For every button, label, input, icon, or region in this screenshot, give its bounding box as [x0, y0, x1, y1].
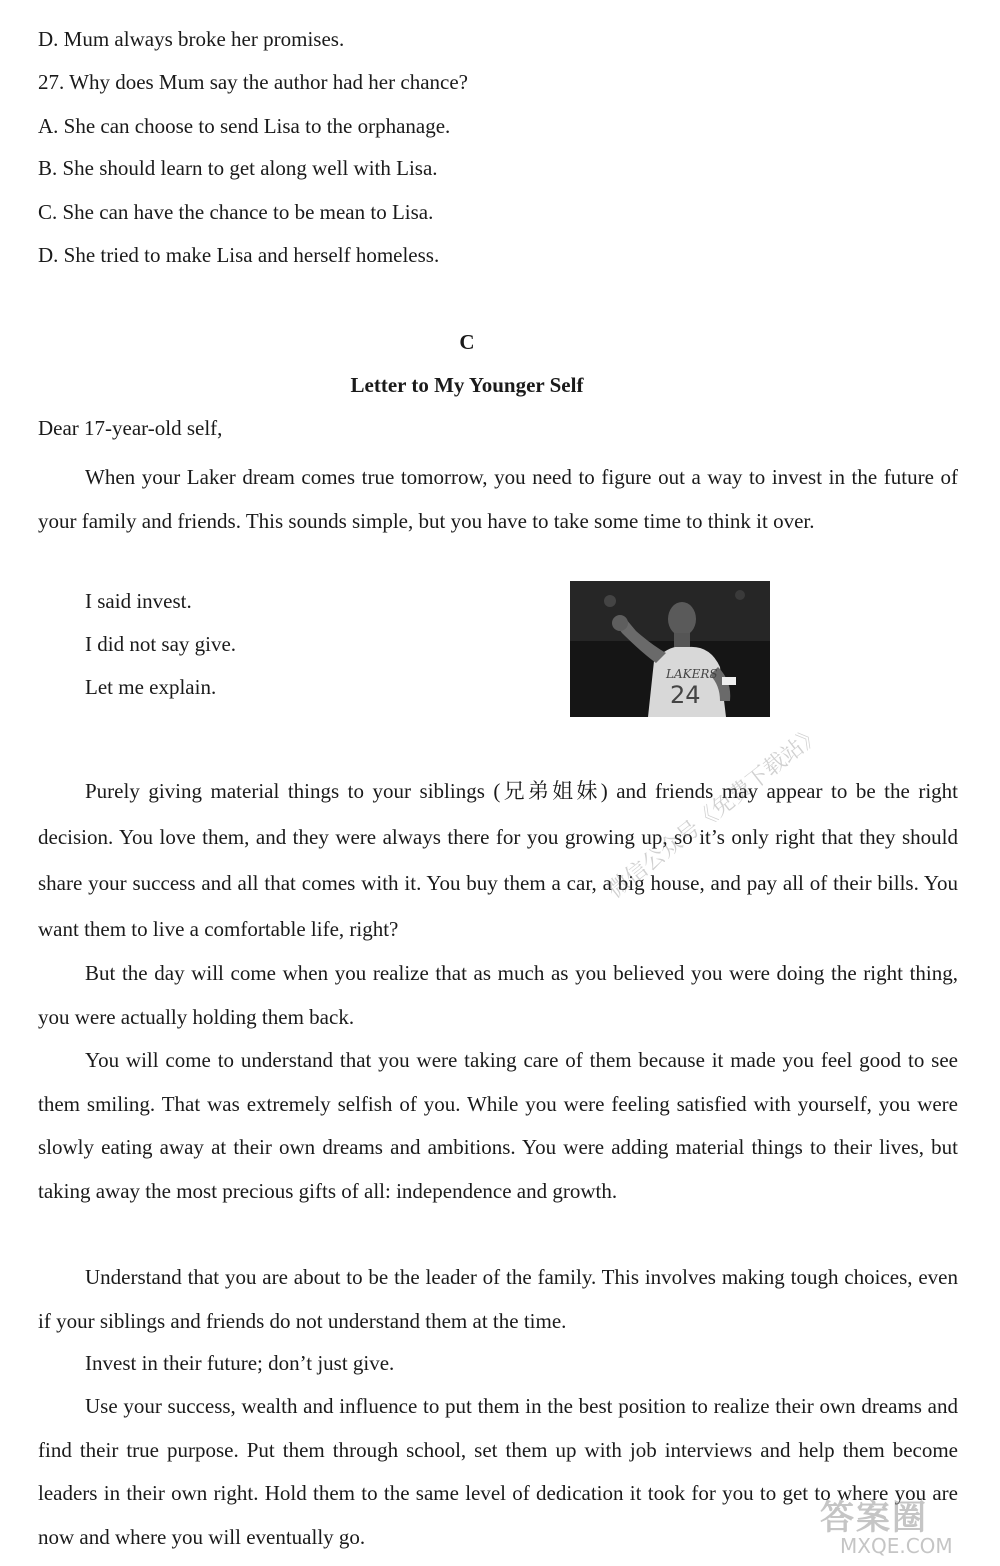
short-line-1: I said invest.	[85, 589, 192, 613]
paragraph-4: You will come to understand that you were taking care of them because it made you feel good to see them smiling. That was extremely selfish of you. While you were feeling satisfied with yourself, you were slowly eating away at their own dreams and ambitions. You were adding material things to their lives, but taking away the most precious gifts of all: independence and growth.	[38, 1048, 958, 1203]
short-line-3: Let me explain.	[85, 675, 217, 699]
question-27-stem: 27. Why does Mum say the author had her chance?	[38, 70, 468, 94]
logo-url: MXQE.COM	[840, 1534, 953, 1558]
q27-option-b: B. She should learn to get along well with Lisa.	[38, 156, 438, 180]
short-line-2: I did not say give.	[85, 632, 237, 656]
q27-option-c: C. She can have the chance to be mean to Lisa.	[38, 200, 434, 224]
option-d-q26: D. Mum always broke her promises.	[38, 27, 345, 51]
paragraph-2: Purely giving material things to your siblings (兄弟姐妹) and friends may appear to be the right decision. You love them, and they were always there for you growing up, so it’s only right that they should share your success and all that comes with it. You buy them a car, a big house, and pay all of their bills. You want them to live a comfortable life, right?	[38, 779, 958, 941]
paragraph-3: But the day will come when you realize that as much as you believed you were doing the right thing, you were actually holding them back.	[38, 961, 958, 1029]
q27-option-d: D. She tried to make Lisa and herself homeless.	[38, 243, 440, 267]
paragraph-5: Understand that you are about to be the leader of the family. This involves making tough choices, even if your siblings and friends do not understand them at the time.	[38, 1265, 958, 1333]
basketball-player-photo	[570, 581, 770, 717]
section-letter: C	[459, 330, 475, 354]
paragraph-7: Use your success, wealth and influence to put them in the best position to realize their own dreams and find their true purpose. Put them through school, set them up with job interviews and help them become leaders in their own right. Hold them to the same level of dedication it took for you to get to where you are now and where you will eventually go.	[38, 1394, 958, 1549]
logo-text: 答案圈	[820, 1498, 928, 1538]
paragraph-6: Invest in their future; don’t just give.	[85, 1351, 395, 1375]
site-logo-watermark	[800, 1490, 960, 1560]
q27-option-a: A. She can choose to send Lisa to the orphanage.	[38, 114, 451, 138]
jersey-number: 24	[670, 681, 701, 709]
letter-salutation: Dear 17-year-old self,	[38, 416, 223, 440]
passage-title: Letter to My Younger Self	[350, 373, 584, 397]
jersey-text: LAKERS	[666, 667, 718, 681]
diagonal-watermark: 微信公众号《免费下载站》	[603, 721, 827, 904]
paragraph-1: When your Laker dream comes true tomorrow, you need to figure out a way to invest in the future of your family and friends. This sounds simple, but you have to take some time to think it over.	[38, 465, 958, 533]
